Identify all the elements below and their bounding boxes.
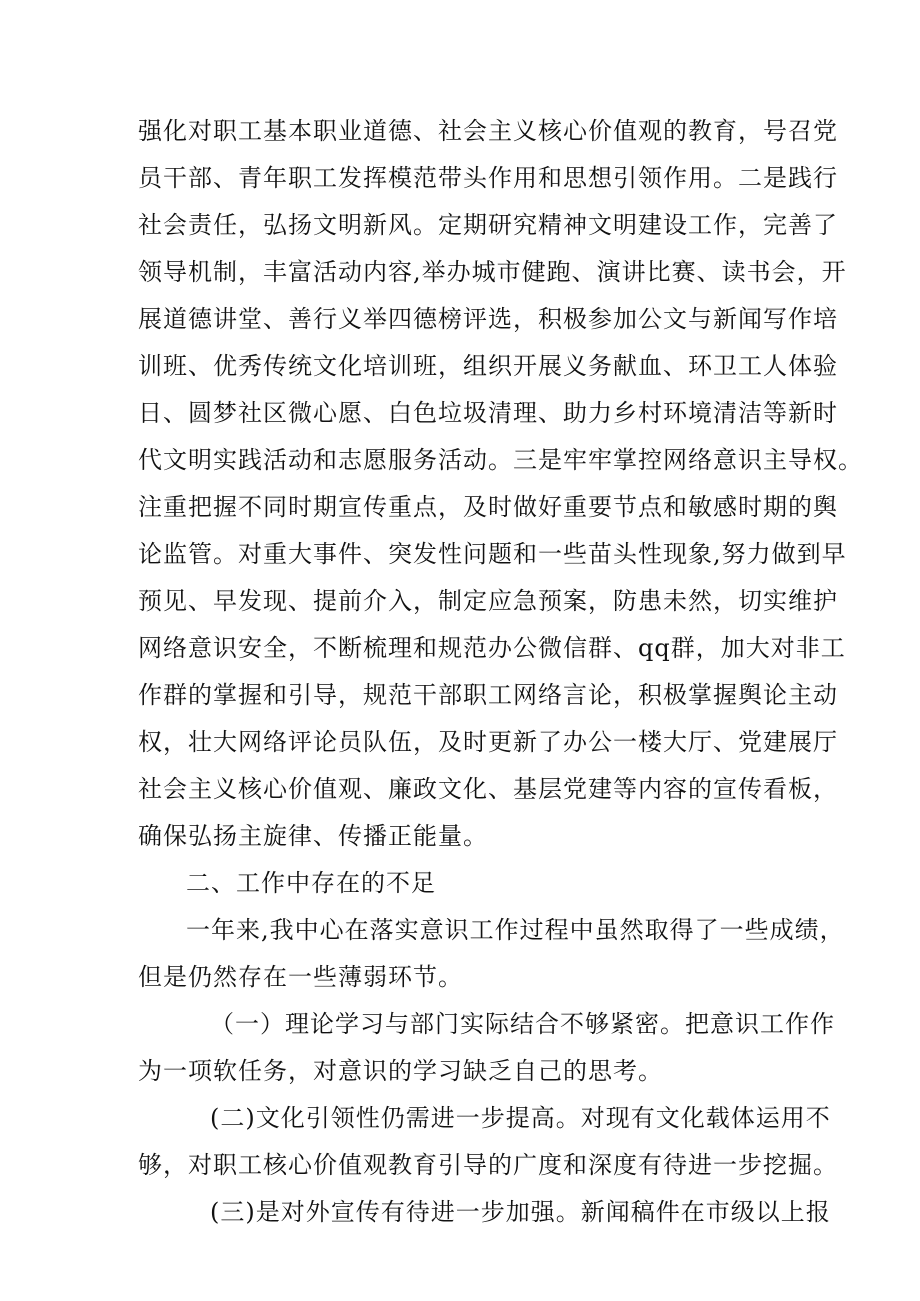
text-line: 展道德讲堂、善行义举四德榜评选，积极参加公文与新闻写作培 — [138, 305, 838, 333]
text-line: 预见、早发现、提前介入，制定应急预案，防患未然，切实维护 — [138, 587, 838, 615]
text-line: 强化对职工基本职业道德、社会主义核心价值观的教育，号召党 — [138, 117, 838, 145]
text-line: 员干部、青年职工发挥模范带头作用和思想引领作用。二是践行 — [138, 164, 838, 192]
section-heading: 二、工作中存在的不足 — [186, 869, 436, 897]
text-line: 够，对职工核心价值观教育引导的广度和深度有待进一步挖掘。 — [138, 1151, 838, 1179]
text-line: 论监管。对重大事件、突发性问题和一些苗头性现象,努力做到早 — [138, 540, 847, 568]
text-line: 领导机制，丰富活动内容,举办城市健跑、演讲比赛、读书会，开 — [138, 258, 847, 286]
text-line: (二)文化引领性仍需进一步提高。对现有文化载体运用不 — [210, 1104, 831, 1132]
text-line: 注重把握不同时期宣传重点，及时做好重要节点和敏感时期的舆 — [138, 493, 838, 521]
text-line: 确保弘扬主旋律、传播正能量。 — [138, 822, 488, 850]
text-line: 但是仍然存在一些薄弱环节。 — [138, 963, 463, 991]
text-line: (三)是对外宣传有待进一步加强。新闻稿件在市级以上报 — [210, 1198, 831, 1226]
text-line: 权，壮大网络评论员队伍，及时更新了办公一楼大厅、党建展厅 — [138, 728, 838, 756]
text-line: 代文明实践活动和志愿服务活动。三是牢牢掌控网络意识主导权。 — [138, 446, 863, 474]
text-line: （一）理论学习与部门实际结合不够紧密。把意识工作作 — [210, 1010, 835, 1038]
text-line: 作群的掌握和引导，规范干部职工网络言论，积极掌握舆论主动 — [138, 681, 838, 709]
text-line: 社会责任，弘扬文明新风。定期研究精神文明建设工作，完善了 — [138, 211, 838, 239]
text-line: 一年来,我中心在落实意识工作过程中虽然取得了一些成绩， — [186, 916, 845, 944]
text-line: 日、圆梦社区微心愿、白色垃圾清理、助力乡村环境清洁等新时 — [138, 399, 838, 427]
text-line: 为一项软任务，对意识的学习缺乏自己的思考。 — [138, 1057, 663, 1085]
text-line: 网络意识安全，不断梳理和规范办公微信群、qq群，加大对非工 — [138, 634, 846, 662]
text-line: 训班、优秀传统文化培训班，组织开展义务献血、环卫工人体验 — [138, 352, 838, 380]
text-line: 社会主义核心价值观、廉政文化、基层党建等内容的宣传看板， — [138, 775, 838, 803]
